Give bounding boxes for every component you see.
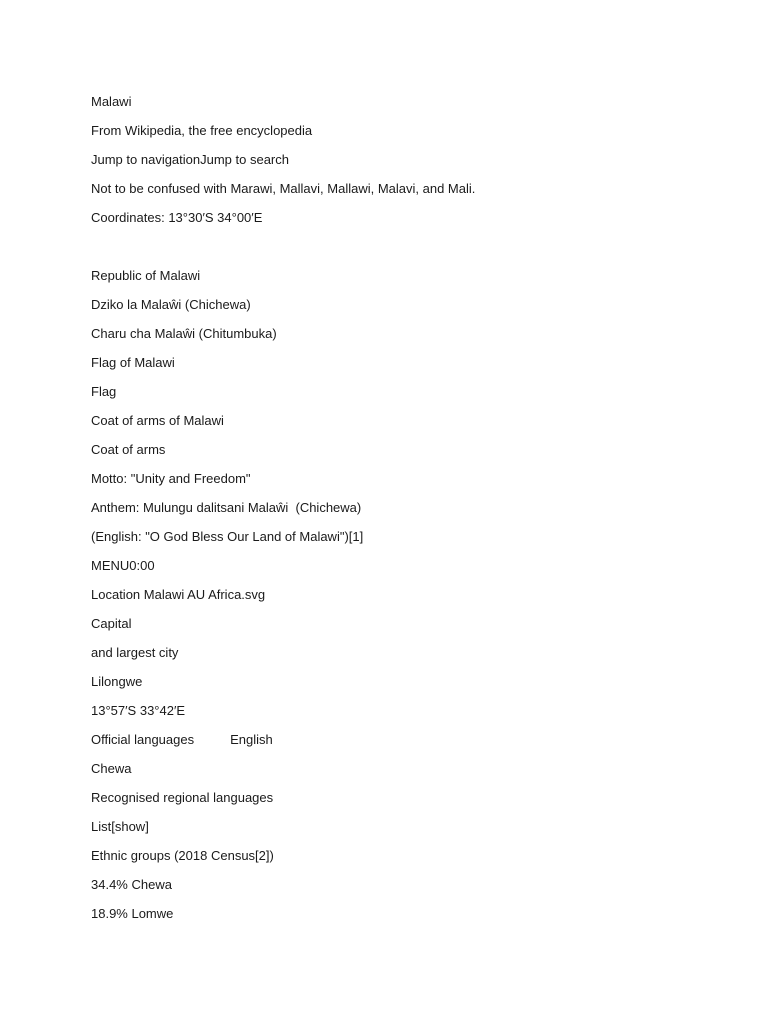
regional-languages-label: Recognised regional languages <box>91 790 274 805</box>
regional-languages-list: List[show] <box>91 819 149 834</box>
document-title: Malawi <box>91 94 132 109</box>
anthem-english-line: (English: "O God Bless Our Land of Malawi")[1] <box>91 529 364 544</box>
audio-menu-line: MENU0:00 <box>91 558 155 573</box>
official-languages-label: Official languages <box>91 732 195 747</box>
official-languages-value: English <box>230 732 273 747</box>
name-chitumbuka: Charu cha Malaŵi (Chitumbuka) <box>91 326 277 341</box>
ethnic-group-item: 18.9% Lomwe <box>91 906 174 921</box>
disambiguation-note: Not to be confused with Marawi, Mallavi, Mallawi, Malavi, and Mali. <box>91 181 476 196</box>
flag-caption: Flag <box>91 384 117 399</box>
capital-label-2: and largest city <box>91 645 179 660</box>
document-subtitle: From Wikipedia, the free encyclopedia <box>91 123 313 138</box>
ethnic-group-item: 34.4% Chewa <box>91 877 172 892</box>
coat-of-arms-caption: Coat of arms <box>91 442 166 457</box>
capital-label: Capital <box>91 616 132 631</box>
coat-of-arms-alt-text: Coat of arms of Malawi <box>91 413 224 428</box>
jump-links: Jump to navigationJump to search <box>91 152 289 167</box>
flag-alt-text: Flag of Malawi <box>91 355 175 370</box>
name-chichewa: Dziko la Malaŵi (Chichewa) <box>91 297 251 312</box>
official-language-chewa: Chewa <box>91 761 132 776</box>
capital-coordinates: 13°57′S 33°42′E <box>91 703 186 718</box>
document-body <box>91 92 711 933</box>
coordinates-line: Coordinates: 13°30′S 34°00′E <box>91 210 263 225</box>
capital-value: Lilongwe <box>91 674 143 689</box>
location-map-line: Location Malawi AU Africa.svg <box>91 587 266 602</box>
official-languages-row <box>91 730 711 759</box>
blank-line <box>91 237 711 266</box>
anthem-line: Anthem: Mulungu dalitsani Malaŵi (Chichewa) <box>91 500 362 515</box>
ethnic-groups-label: Ethnic groups (2018 Census[2]) <box>91 848 274 863</box>
motto-line: Motto: "Unity and Freedom" <box>91 471 251 486</box>
official-name: Republic of Malawi <box>91 268 201 283</box>
